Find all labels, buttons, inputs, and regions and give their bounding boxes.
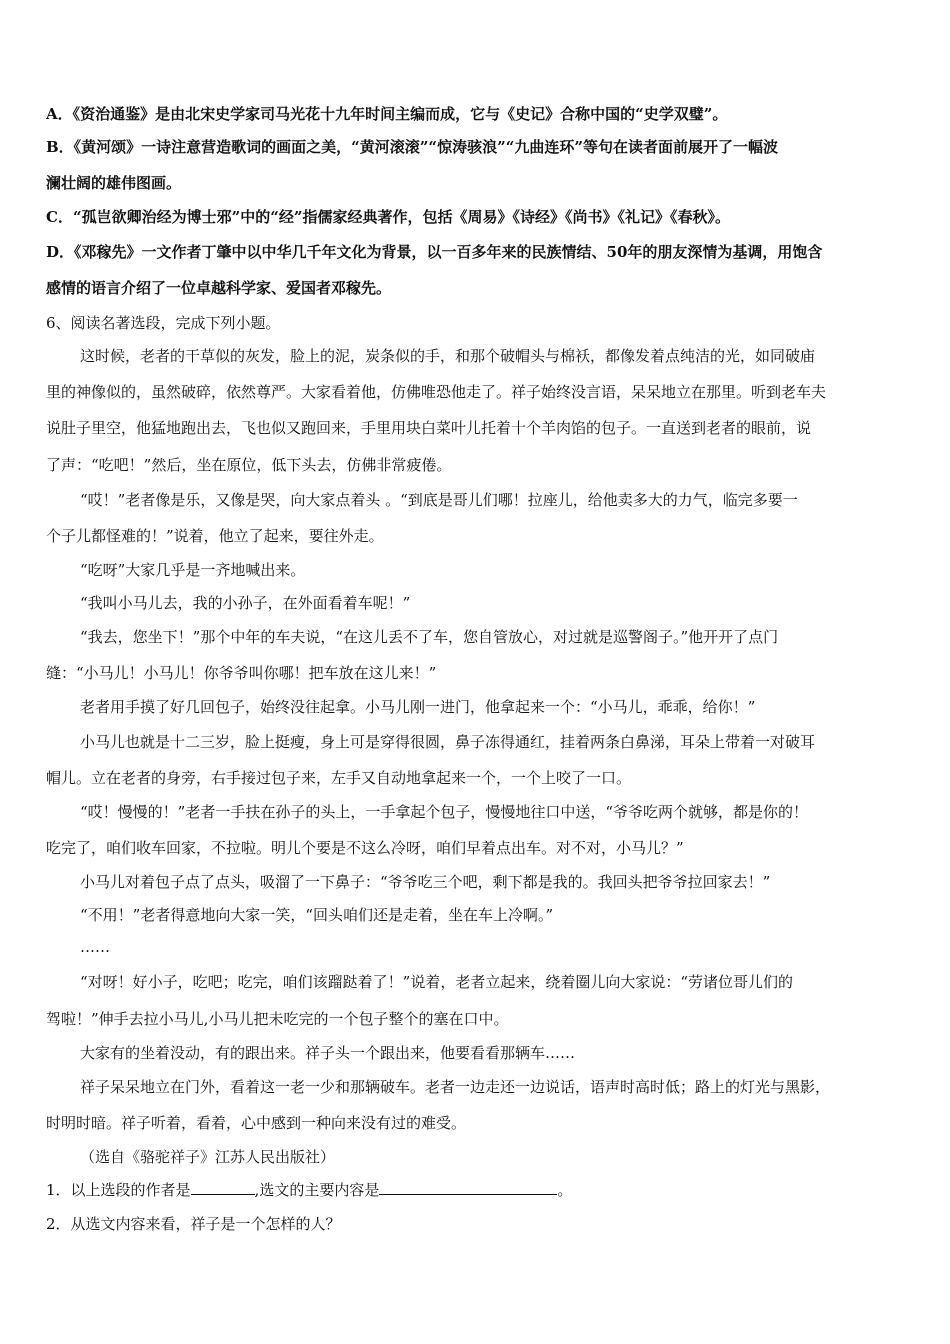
passage-line: “吃呀”大家几乎是一齐地喊出来。 <box>80 561 306 579</box>
passage-line: 这时候，老者的干草似的灰发，脸上的泥，炭条似的手，和那个破帽头与棉袄，都像发着点纯洁的光，如同破庙 <box>80 347 816 365</box>
passage-line: “哎！”老者像是乐，又像是哭，向大家点着头 。“到底是哥儿们哪！拉座儿，给他卖多大的力气，临完多要一 <box>80 491 798 509</box>
passage-line: 个子儿都怪难的！”说着，他立了起来，要往外走。 <box>46 527 384 545</box>
passage-line: 老者用手摸了好几回包子，始终没往起拿。小马儿刚一进门，他拿起来一个：“小马儿，乖乖，给你！” <box>80 698 756 716</box>
passage-line: “我去，您坐下！”那个中年的车夫说，“在这儿丢不了车，您自管放心，对过就是巡警阁子。”他开开了点门 <box>80 628 779 646</box>
answer-blank-content[interactable] <box>379 1180 557 1195</box>
passage-line: 缝：“小马儿！小马儿！你爷爷叫你哪！把车放在这儿来！” <box>46 664 437 682</box>
passage-line: 驾啦！”伸手去拉小马儿,小马儿把未吃完的一个包子整个的塞在口中。 <box>46 1010 509 1028</box>
passage-line: 大家有的坐着没动，有的跟出来。祥子头一个跟出来，他要看看那辆车…… <box>80 1044 576 1062</box>
passage-line: “我叫小马儿去，我的小孙子，在外面看着车呢！” <box>80 594 411 612</box>
passage-source: （选自《骆驼祥子》江苏人民出版社） <box>80 1148 336 1166</box>
sub-question-1-end: 。 <box>557 1181 573 1199</box>
option-d-line1: D．《邓稼先》一文作者丁肇中以中华几千年文化为背景，以一百多年来的民族情结、50年的朋友深情为基调，用饱含 <box>46 243 823 261</box>
passage-line: “不用！”老者得意地向大家一笑，“回头咱们还是走着，坐在车上冷啊。” <box>80 906 554 924</box>
passage-line: 帽儿。立在老者的身旁，右手接过包子来，左手又自动地拿起来一个，一个上咬了一口。 <box>46 769 632 787</box>
passage-line: “对呀！好小子，吃吧；吃完，咱们该蹓跶着了！”说着，老者立起来，绕着圈儿向大家说：“劳诸位哥儿们的 <box>80 973 794 991</box>
passage-line: 祥子呆呆地立在门外，看着这一老一少和那辆破车。老者一边走还一边说话，语声时高时低；路上的灯光与黑影， <box>80 1078 831 1096</box>
passage-ellipsis: …… <box>80 938 110 956</box>
sub-question-1-text: 1．以上选段的作者是 <box>46 1181 191 1199</box>
question-6-heading: 6、阅读名著选段，完成下列小题。 <box>46 314 281 332</box>
passage-line: 时明时暗。祥子听着，看着，心中感到一种向来没有过的难受。 <box>46 1114 467 1132</box>
passage-line: 小马儿也就是十二三岁，脸上挺瘦，身上可是穿得很圆，鼻子冻得通红，挂着两条白鼻涕，耳朵上带着一对破耳 <box>80 733 816 751</box>
option-d-line2: 感情的语言介绍了一位卓越科学家、爱国者邓稼先。 <box>46 279 392 297</box>
answer-blank-author[interactable] <box>191 1180 255 1195</box>
passage-line: “哎！慢慢的！”老者一手扶在孙子的头上，一手拿起个包子，慢慢地往口中送，“爷爷吃两个就够，都是你的！ <box>80 803 809 821</box>
option-b-line2: 澜壮阔的雄伟图画。 <box>46 174 182 192</box>
passage-line: 说肚子里空，他猛地跑出去，飞也似又跑回来，手里用块白菜叶儿托着十个羊肉馅的包子。一直送到老者的眼前，说 <box>46 419 812 437</box>
sub-question-1 <box>46 1180 912 1200</box>
passage-line: 了声：“吃吧！”然后，坐在原位，低下头去，仿佛非常疲倦。 <box>46 456 452 474</box>
option-a: A．《资治通鉴》是由北宋史学家司马光花十九年时间主编而成，它与《史记》合称中国的“史学双璧”。 <box>46 105 728 123</box>
passage-line: 吃完了，咱们收车回家，不拉啦。明儿个要是不这么冷呀，咱们早着点出车。对不对，小马儿？” <box>46 839 684 857</box>
passage-line: 小马儿对着包子点了点头，吸溜了一下鼻子：“爷爷吃三个吧，剩下都是我的。我回头把爷爷拉回家去！” <box>80 873 771 891</box>
sub-question-1-text-2: ,选文的主要内容是 <box>254 1181 380 1199</box>
option-c: C．“孤岂欲卿治经为博士邪”中的“经”指儒家经典著作，包括《周易》《诗经》《尚书》《礼记》《春秋》。 <box>46 208 730 226</box>
option-b-line1: B．《黄河颂》一诗注意营造歌词的画面之美，“黄河滚滚”“惊涛骇浪”“九曲连环”等句在读者面前展开了一幅波 <box>46 138 778 156</box>
passage-line: 里的神像似的，虽然破碎，依然尊严。大家看着他，仿佛唯恐他走了。祥子始终没言语，呆呆地立在那里。听到老车夫 <box>46 383 827 401</box>
sub-question-2: 2．从选文内容来看，祥子是一个怎样的人？ <box>46 1215 341 1233</box>
